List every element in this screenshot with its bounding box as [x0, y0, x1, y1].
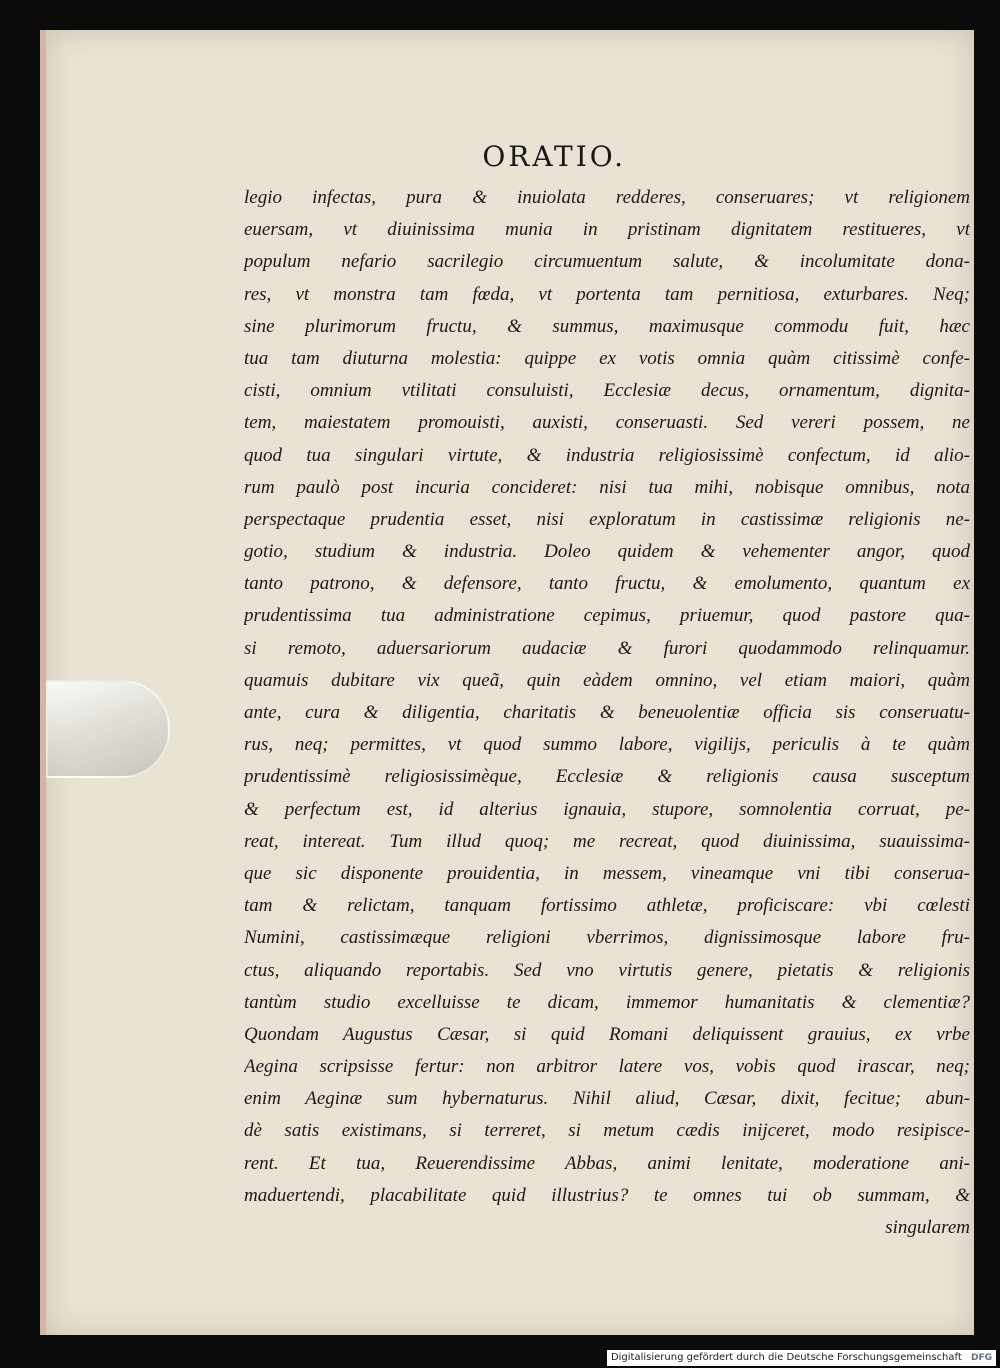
text-line: enim Aeginæ sum hybernaturus. Nihil aliud, Cæsar, dixit, fecitue; abun-	[244, 1088, 970, 1110]
text-line: maduertendi, placabilitate quid illustrius? te omnes tui ob summam, &	[244, 1184, 970, 1206]
page-clip	[46, 680, 170, 778]
text-line: ctus, aliquando reportabis. Sed vno virtutis genere, pietatis & religionis	[244, 959, 970, 981]
page-heading: ORATIO.	[482, 140, 626, 173]
text-line: tam & relictam, tanquam fortissimo athletæ, proficiscare: vbi cœlesti	[244, 895, 970, 917]
text-line: sine plurimorum fructu, & summus, maximusque commodu fuit, hæc	[244, 315, 970, 337]
text-line: rus, neq; permittes, vt quod summo labore, vigilijs, periculis à te quàm	[244, 734, 970, 756]
body-text	[244, 182, 970, 1244]
text-line: perspectaque prudentia esset, nisi exploratum in castissimæ religionis ne-	[244, 508, 970, 530]
text-line: dè satis existimans, si terreret, si metum cædis inijceret, modo resipisce-	[244, 1120, 970, 1142]
text-line: legio infectas, pura & inuiolata redderes, conseruares; vt religionem	[244, 187, 970, 208]
text-line: tanto patrono, & defensore, tanto fructu, & emolumento, quantum ex	[244, 573, 970, 595]
text-line: que sic disponente prouidentia, in messem, vineamque vni tibi conserua-	[244, 862, 970, 884]
funding-note: Digitalisierung gefördert durch die Deutsche Forschungsgemeinschaft	[610, 1352, 962, 1363]
funding-footer	[607, 1350, 996, 1366]
dfg-logo: DFG	[970, 1353, 992, 1363]
text-line: tantùm studio excelluisse te dicam, immemor humanitatis & clementiæ?	[244, 991, 970, 1013]
text-line: rent. Et tua, Reuerendissime Abbas, animi lenitate, moderatione ani-	[244, 1152, 970, 1174]
text-line: quamuis dubitare vix queã, quin eàdem omnino, vel etiam maiori, quàm	[244, 669, 970, 691]
text-line: populum nefario sacrilegio circumuentum salute, & incolumitate dona-	[244, 251, 970, 273]
text-line: res, vt monstra tam fœda, vt portenta tam pernitiosa, exturbares. Neq;	[244, 283, 970, 305]
text-line: gotio, studium & industria. Doleo quidem & vehementer angor, quod	[244, 541, 970, 563]
text-line: si remoto, aduersariorum audaciæ & furori quodammodo relinquamur.	[244, 637, 970, 659]
catchword: singularem	[885, 1217, 970, 1238]
book-page	[40, 30, 974, 1335]
text-line: tua tam diuturna molestia: quippe ex votis omnia quàm citissimè confe-	[244, 347, 970, 369]
text-line: Quondam Augustus Cæsar, si quid Romani deliquissent grauius, ex vrbe	[244, 1023, 970, 1045]
text-line: quod tua singulari virtute, & industria religiosissimè confectum, id alio-	[244, 444, 970, 466]
text-line: euersam, vt diuinissima munia in pristinam dignitatem restitueres, vt	[244, 219, 970, 241]
text-line: prudentissima tua administratione cepimus, priuemur, quod pastore qua-	[244, 605, 970, 627]
text-line: & perfectum est, id alterius ignauia, stupore, somnolentia corruat, pe-	[244, 798, 970, 820]
text-line: prudentissimè religiosissimèque, Ecclesiæ & religionis causa susceptum	[244, 766, 970, 788]
text-line: rum paulò post incuria concideret: nisi tua mihi, nobisque omnibus, nota	[244, 476, 970, 498]
text-line: ante, cura & diligentia, charitatis & beneuolentiæ officia sis conseruatu-	[244, 702, 970, 723]
text-line: reat, intereat. Tum illud quoq; me recreat, quod diuinissima, suauissima-	[244, 830, 970, 852]
text-line: Aegina scripsisse fertur: non arbitror latere vos, vobis quod irascar, neq;	[244, 1056, 970, 1078]
text-line: tem, maiestatem promouisti, auxisti, conseruasti. Sed vereri possem, ne	[244, 412, 970, 434]
text-line: cisti, omnium vtilitati consuluisti, Ecclesiæ decus, ornamentum, dignita-	[244, 380, 970, 402]
text-line: Numini, castissimæque religioni vberrimos, dignissimosque labore fru-	[244, 927, 970, 949]
